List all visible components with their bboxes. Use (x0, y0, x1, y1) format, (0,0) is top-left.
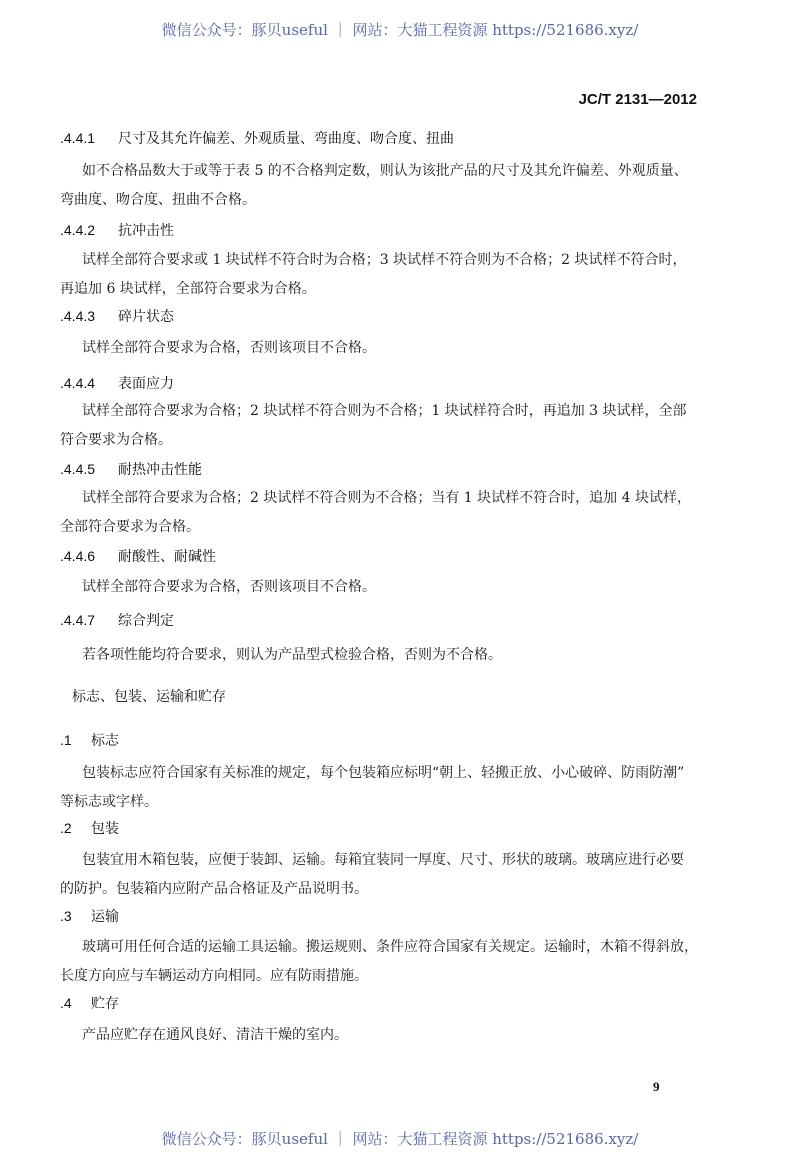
document-code: JC/T 2131—2012 (578, 91, 697, 108)
section-number: .4.4.7 (60, 612, 96, 628)
section-number: .1 (60, 732, 72, 748)
section-number: .4.4.4 (60, 375, 96, 391)
section-paragraph (60, 400, 700, 458)
paragraph-line: 产品应贮存在通风良好、清洁干燥的室内。 (82, 1027, 348, 1043)
paragraph-line: 若各项性能均符合要求，则认为产品型式检验合格，否则为不合格。 (82, 647, 502, 663)
paragraph-line: 包装宜用木箱包装，应便于装卸、运输。每箱宜装同一厚度、尺寸、形状的玻璃。玻璃应进行必要 (82, 852, 684, 868)
paragraph-line: 再追加 6 块试样，全部符合要求为合格。 (60, 281, 316, 297)
section-title: 综合判定 (118, 613, 174, 629)
paragraph-line: 长度方向应与车辆运动方向相同。应有防雨措施。 (60, 968, 368, 984)
section-number: .4.4.6 (60, 548, 96, 564)
section-paragraph (60, 849, 700, 907)
section-heading (60, 730, 119, 750)
section-number: .4.4.1 (60, 130, 96, 146)
section-heading (60, 220, 174, 240)
section-title: 贮存 (91, 996, 119, 1012)
section-title: 抗冲击性 (118, 223, 174, 239)
paragraph-line: 试样全部符合要求或 1 块试样不符合时为合格；3 块试样不符合则为不合格；2 块试样不符合时， (82, 252, 687, 268)
section-title: 耐热冲击性能 (118, 462, 202, 478)
section-title: 运输 (91, 909, 119, 925)
paragraph-line: 试样全部符合要求为合格；2 块试样不符合则为不合格；当有 1 块试样不符合时，追加 4 块试样， (82, 490, 691, 506)
section-title: 尺寸及其允许偏差、外观质量、弯曲度、吻合度、扭曲 (118, 131, 454, 147)
section-number: .4.4.3 (60, 308, 96, 324)
paragraph-line: 弯曲度、吻合度、扭曲不合格。 (60, 192, 256, 208)
section-paragraph (60, 936, 700, 994)
paragraph-line: 如不合格品数大于或等于表 5 的不合格判定数，则认为该批产品的尺寸及其允许偏差、外观质量、 (82, 163, 688, 179)
section-number: .3 (60, 908, 72, 924)
paragraph-line: 符合要求为合格。 (60, 432, 172, 448)
section-paragraph (60, 160, 700, 218)
chapter-heading (72, 686, 226, 706)
paragraph-line: 试样全部符合要求为合格，否则该项目不合格。 (82, 340, 376, 356)
paragraph-line: 试样全部符合要求为合格；2 块试样不符合则为不合格；1 块试样符合时，再追加 3 块试样，全部 (82, 403, 687, 419)
section-heading (60, 993, 119, 1013)
section-title: 碎片状态 (118, 309, 174, 325)
section-paragraph (60, 337, 700, 366)
section-heading (60, 128, 454, 148)
section-number: .4 (60, 995, 72, 1011)
paragraph-line: 包装标志应符合国家有关标准的规定，每个包装箱应标明“朝上、轻搬正放、小心破碎、防雨防潮” (82, 765, 685, 781)
watermark-bottom: 微信公众号：豚贝useful ｜ 网站：大猫工程资源 https://521686.xyz/ (161, 1130, 639, 1148)
section-title: 耐酸性、耐碱性 (118, 549, 216, 565)
section-title: 表面应力 (118, 376, 174, 392)
section-heading (60, 546, 216, 566)
section-number: .2 (60, 820, 72, 836)
page-number: 9 (653, 1079, 660, 1094)
paragraph-line: 的防护。包装箱内应附产品合格证及产品说明书。 (60, 881, 368, 897)
section-heading (60, 306, 174, 326)
section-paragraph (60, 487, 700, 545)
paragraph-line: 等标志或字样。 (60, 794, 158, 810)
section-number: .4.4.2 (60, 222, 96, 238)
section-title: 标志 (91, 733, 119, 749)
paragraph-line: 玻璃可用任何合适的运输工具运输。搬运规则、条件应符合国家有关规定。运输时，木箱不得斜放， (82, 939, 698, 955)
paragraph-line: 全部符合要求为合格。 (60, 519, 200, 535)
section-paragraph (60, 249, 700, 307)
watermark-top: 微信公众号：豚贝useful ｜ 网站：大猫工程资源 https://521686.xyz/ (161, 21, 639, 39)
section-paragraph (60, 1024, 700, 1053)
section-heading (60, 373, 174, 393)
chapter-title: 标志、包装、运输和贮存 (72, 689, 226, 705)
section-heading (60, 906, 119, 926)
section-title: 包装 (91, 821, 119, 837)
section-heading (60, 818, 119, 838)
section-paragraph (60, 762, 700, 820)
section-paragraph (60, 576, 700, 605)
section-paragraph (60, 644, 700, 673)
section-number: .4.4.5 (60, 461, 96, 477)
paragraph-line: 试样全部符合要求为合格，否则该项目不合格。 (82, 579, 376, 595)
section-heading (60, 610, 174, 630)
section-heading (60, 459, 202, 479)
